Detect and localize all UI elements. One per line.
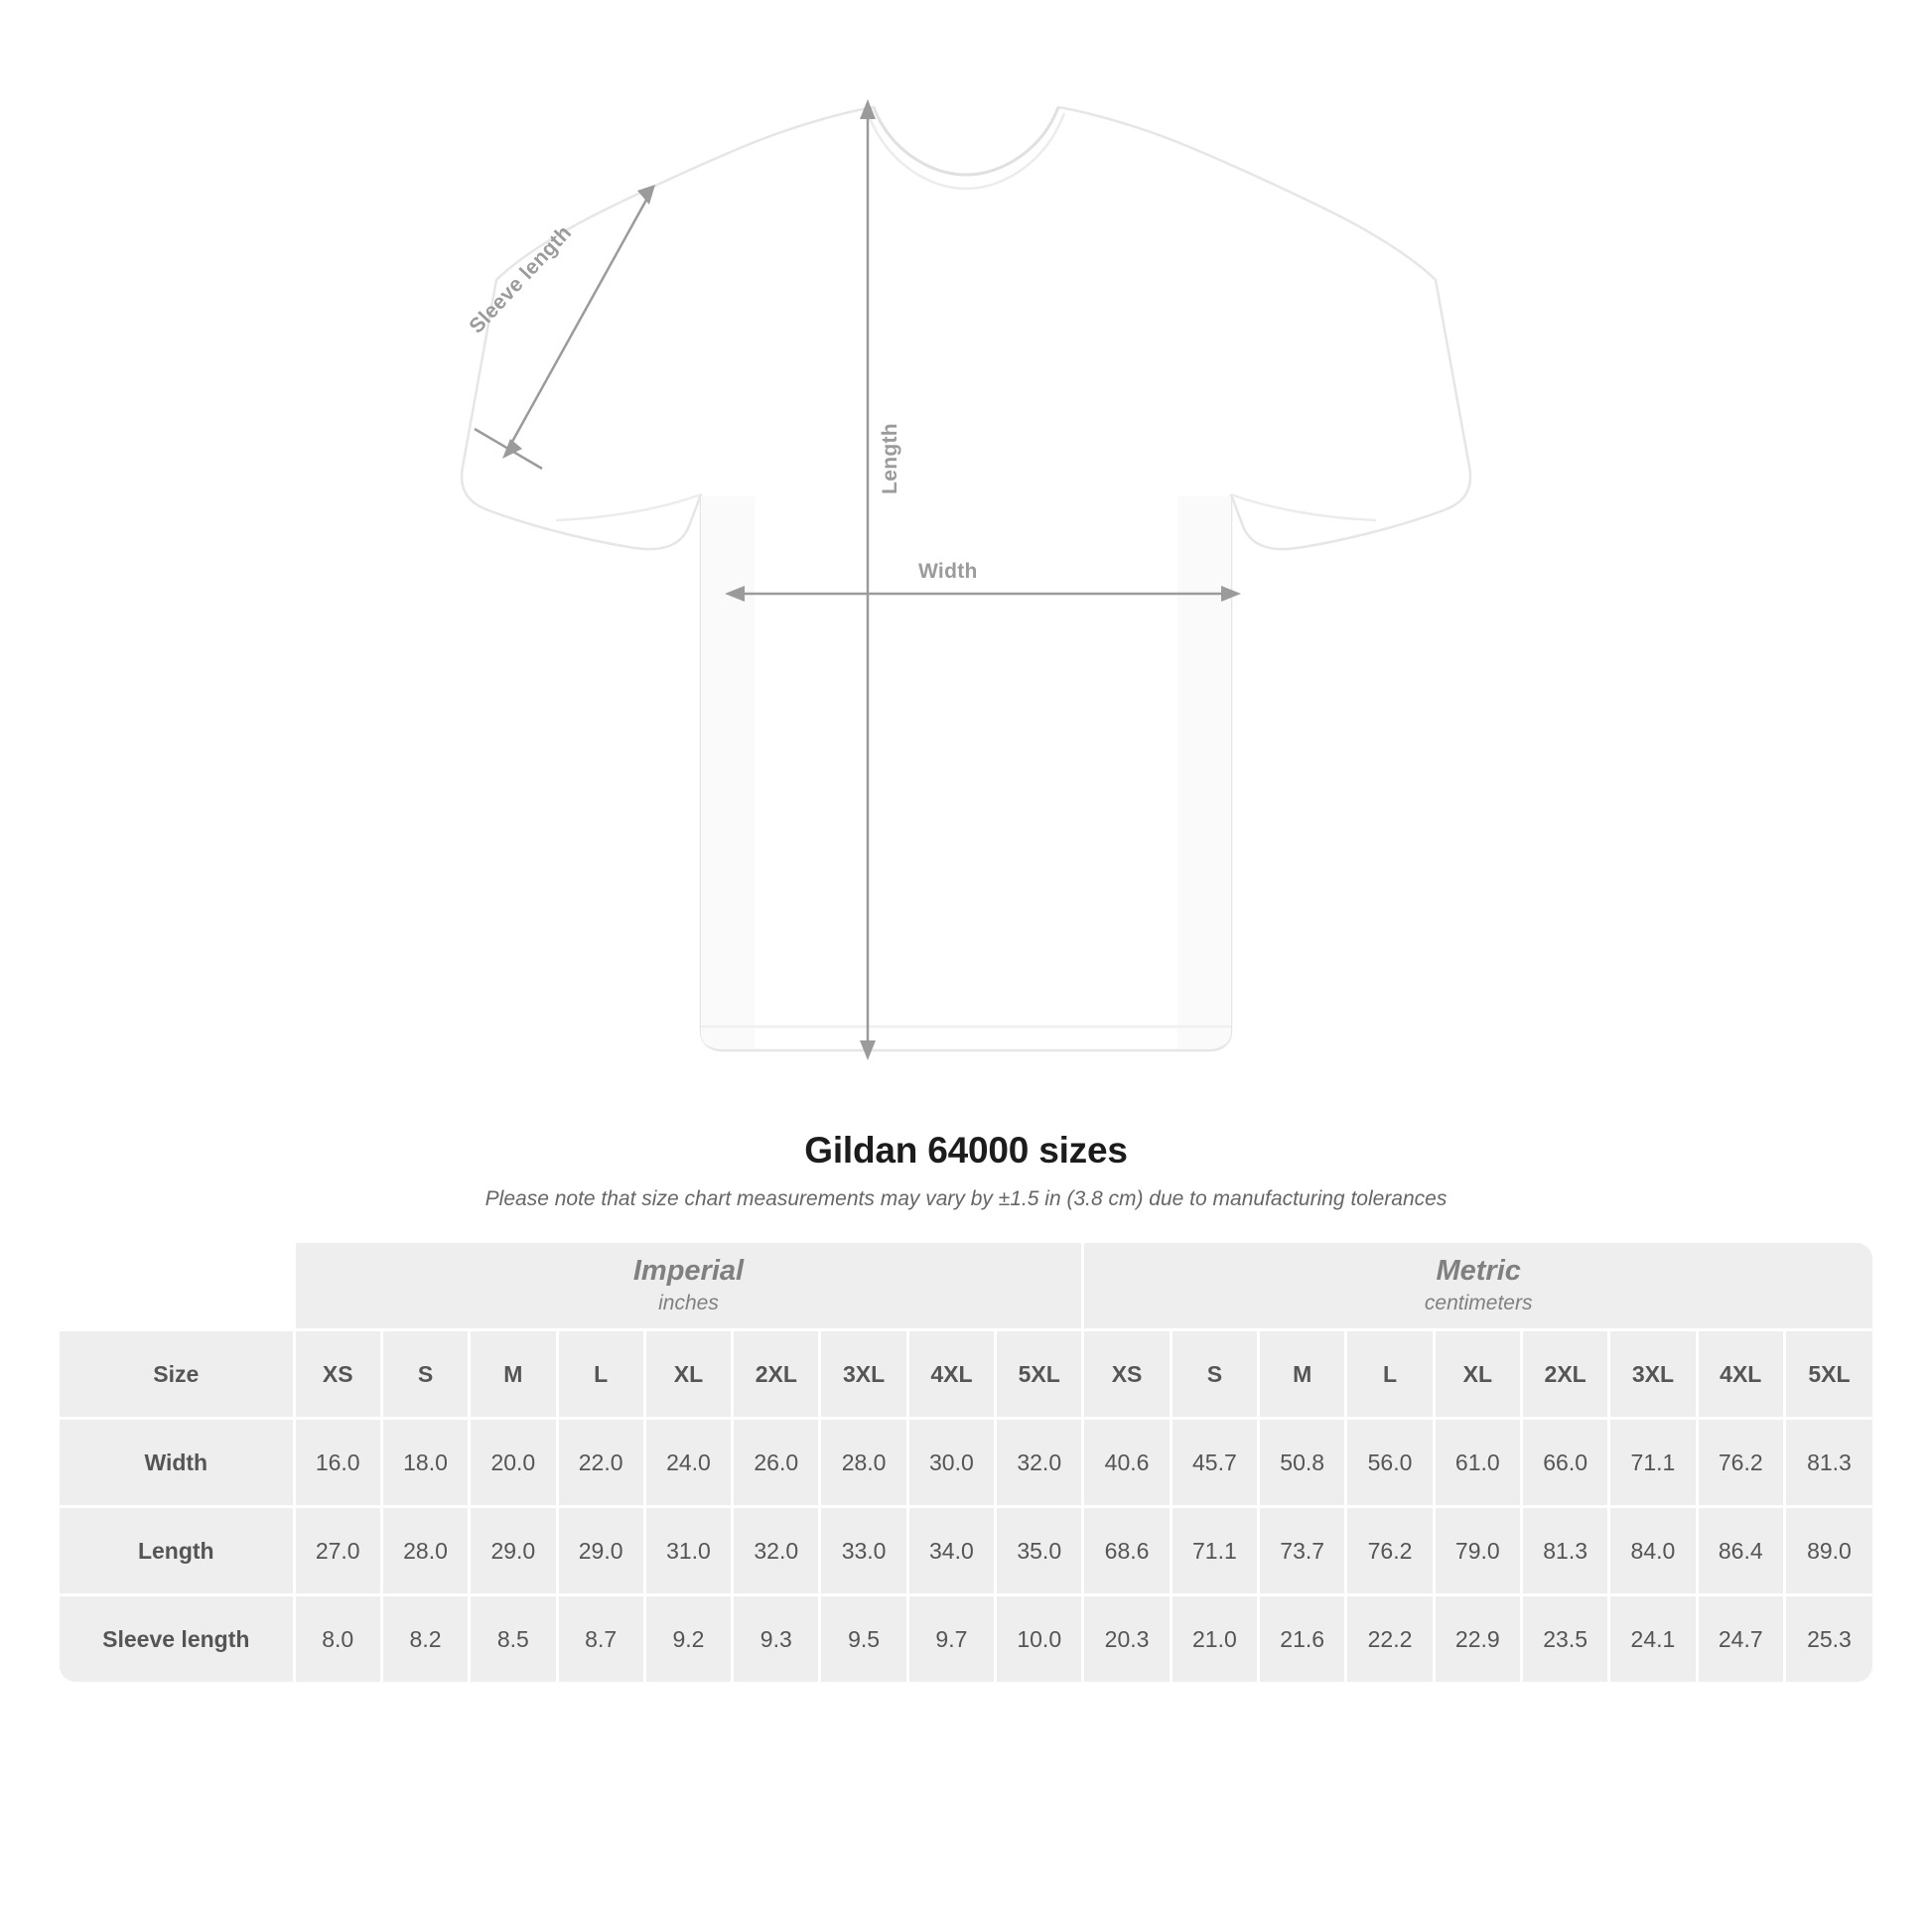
cell-value: 24.0 — [644, 1419, 732, 1507]
cell-value: 71.1 — [1609, 1419, 1697, 1507]
cell-value: 10.0 — [996, 1595, 1083, 1683]
cell-value: 29.0 — [557, 1507, 644, 1595]
size-col-header: 2XL — [733, 1330, 820, 1419]
size-chart-table-wrapper — [60, 1243, 1872, 1682]
page-title: Gildan 64000 sizes — [804, 1130, 1128, 1171]
cell-value: 40.6 — [1083, 1419, 1171, 1507]
size-col-header: XL — [644, 1330, 732, 1419]
length-label: Length — [878, 423, 901, 494]
width-label: Width — [918, 560, 978, 583]
cell-value: 34.0 — [907, 1507, 995, 1595]
cell-value: 86.4 — [1697, 1507, 1784, 1595]
imperial-unit-label: inches — [658, 1291, 719, 1314]
cell-value: 23.5 — [1521, 1595, 1608, 1683]
cell-value: 73.7 — [1259, 1507, 1346, 1595]
cell-value: 16.0 — [294, 1419, 381, 1507]
metric-group-header — [1083, 1243, 1872, 1330]
cell-value: 68.6 — [1083, 1507, 1171, 1595]
table-row — [60, 1507, 1872, 1595]
cell-value: 66.0 — [1521, 1419, 1608, 1507]
cell-value: 8.7 — [557, 1595, 644, 1683]
row-label-width: Width — [60, 1419, 294, 1507]
size-col-header: XS — [1083, 1330, 1171, 1419]
cell-value: 33.0 — [820, 1507, 907, 1595]
cell-value: 28.0 — [820, 1419, 907, 1507]
cell-value: 32.0 — [733, 1507, 820, 1595]
cell-value: 27.0 — [294, 1507, 381, 1595]
size-col-header: XS — [294, 1330, 381, 1419]
cell-value: 18.0 — [381, 1419, 469, 1507]
cell-value: 79.0 — [1434, 1507, 1521, 1595]
size-col-header: 3XL — [820, 1330, 907, 1419]
cell-value: 9.3 — [733, 1595, 820, 1683]
cell-value: 9.7 — [907, 1595, 995, 1683]
size-col-header: 5XL — [1784, 1330, 1872, 1419]
cell-value: 22.9 — [1434, 1595, 1521, 1683]
cell-value: 28.0 — [381, 1507, 469, 1595]
size-col-header: 4XL — [1697, 1330, 1784, 1419]
size-col-header: M — [470, 1330, 557, 1419]
table-corner-cell — [60, 1243, 294, 1330]
cell-value: 76.2 — [1346, 1507, 1434, 1595]
tolerance-note: Please note that size chart measurements may vary by ±1.5 in (3.8 cm) due to manufacturing tolerances — [484, 1187, 1448, 1210]
size-header-cell: Size — [60, 1330, 294, 1419]
cell-value: 22.2 — [1346, 1595, 1434, 1683]
cell-value: 26.0 — [733, 1419, 820, 1507]
cell-value: 56.0 — [1346, 1419, 1434, 1507]
cell-value: 8.5 — [470, 1595, 557, 1683]
cell-value: 81.3 — [1521, 1507, 1608, 1595]
title-block — [0, 1130, 1932, 1211]
cell-value: 89.0 — [1784, 1507, 1872, 1595]
cell-value: 8.0 — [294, 1595, 381, 1683]
cell-value: 20.3 — [1083, 1595, 1171, 1683]
size-header-row — [60, 1330, 1872, 1419]
metric-unit-label: centimeters — [1424, 1291, 1533, 1314]
cell-value: 32.0 — [996, 1419, 1083, 1507]
imperial-system-label: Imperial — [632, 1254, 745, 1287]
cell-value: 8.2 — [381, 1595, 469, 1683]
cell-value: 35.0 — [996, 1507, 1083, 1595]
row-label-sleeve-length: Sleeve length — [60, 1595, 294, 1683]
size-col-header: 5XL — [996, 1330, 1083, 1419]
cell-value: 71.1 — [1171, 1507, 1258, 1595]
cell-value: 9.5 — [820, 1595, 907, 1683]
size-col-header: 3XL — [1609, 1330, 1697, 1419]
size-col-header: L — [557, 1330, 644, 1419]
cell-value: 50.8 — [1259, 1419, 1346, 1507]
cell-value: 29.0 — [470, 1507, 557, 1595]
cell-value: 21.0 — [1171, 1595, 1258, 1683]
metric-system-label: Metric — [1436, 1254, 1521, 1287]
table-row — [60, 1419, 1872, 1507]
size-col-header: L — [1346, 1330, 1434, 1419]
cell-value: 84.0 — [1609, 1507, 1697, 1595]
cell-value: 22.0 — [557, 1419, 644, 1507]
cell-value: 24.1 — [1609, 1595, 1697, 1683]
size-col-header: S — [1171, 1330, 1258, 1419]
cell-value: 76.2 — [1697, 1419, 1784, 1507]
row-label-length: Length — [60, 1507, 294, 1595]
cell-value: 61.0 — [1434, 1419, 1521, 1507]
imperial-group-header — [294, 1243, 1083, 1330]
sleeve-length-label: Sleeve length — [465, 220, 577, 339]
size-col-header: M — [1259, 1330, 1346, 1419]
table-row — [60, 1595, 1872, 1683]
size-col-header: 4XL — [907, 1330, 995, 1419]
cell-value: 81.3 — [1784, 1419, 1872, 1507]
cell-value: 30.0 — [907, 1419, 995, 1507]
cell-value: 31.0 — [644, 1507, 732, 1595]
cell-value: 25.3 — [1784, 1595, 1872, 1683]
size-col-header: S — [381, 1330, 469, 1419]
unit-header-row — [60, 1243, 1872, 1330]
size-col-header: 2XL — [1521, 1330, 1608, 1419]
cell-value: 9.2 — [644, 1595, 732, 1683]
size-chart-table — [60, 1243, 1872, 1682]
cell-value: 20.0 — [470, 1419, 557, 1507]
cell-value: 45.7 — [1171, 1419, 1258, 1507]
cell-value: 21.6 — [1259, 1595, 1346, 1683]
cell-value: 24.7 — [1697, 1595, 1784, 1683]
size-col-header: XL — [1434, 1330, 1521, 1419]
